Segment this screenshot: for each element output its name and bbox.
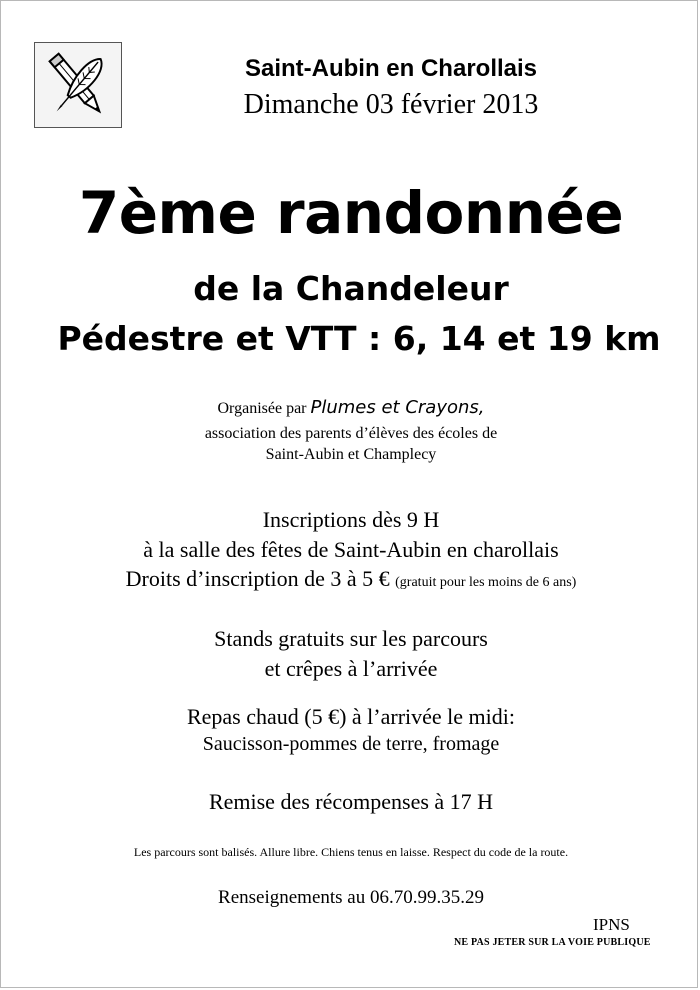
event-title: 7ème randonnée (78, 179, 624, 247)
meal-line-2: Saucisson-pommes de terre, fromage (202, 733, 500, 755)
event-distances: Pédestre et VTT : 6, 14 et 19 km (57, 319, 661, 358)
registration-place: à la salle des fêtes de Saint-Aubin en charollais (143, 537, 559, 562)
rules-line: Les parcours sont balisés. Allure libre. Chiens tenus en laisse. Respect du code de la route. (133, 845, 569, 859)
town-heading: Saint-Aubin en Charollais (244, 55, 538, 82)
meal-line-1: Repas chaud (5 €) à l’arrivée le midi: (186, 704, 516, 729)
organizer-prefix: Organisée par (217, 400, 307, 417)
registration-fees (1, 566, 700, 592)
awards-line: Remise des récompenses à 17 H (208, 789, 494, 814)
ipns-label: IPNS (593, 915, 630, 934)
stands-line-2: et crêpes à l’arrivée (264, 656, 438, 681)
stands-line-1: Stands gratuits sur les parcours (214, 626, 488, 651)
organizer-association: association des parents d’élèves des écoles de (204, 425, 498, 442)
registration-time: Inscriptions dès 9 H (262, 507, 440, 532)
organizer-name: Plumes et Crayons, (310, 397, 485, 418)
registration-fee-note: (gratuit pour les moins de 6 ans) (395, 575, 577, 590)
organizer-schools: Saint-Aubin et Champlecy (265, 446, 437, 463)
event-date: Dimanche 03 février 2013 (243, 89, 539, 120)
organizer-line (1, 397, 700, 418)
litter-notice: NE PAS JETER SUR LA VOIE PUBLIQUE (454, 937, 651, 948)
contact-info: Renseignements au 06.70.99.35.29 (218, 887, 484, 908)
registration-fee-text: Droits d’inscription de 3 à 5 € (125, 566, 390, 591)
event-subtitle: de la Chandeleur (193, 269, 509, 308)
